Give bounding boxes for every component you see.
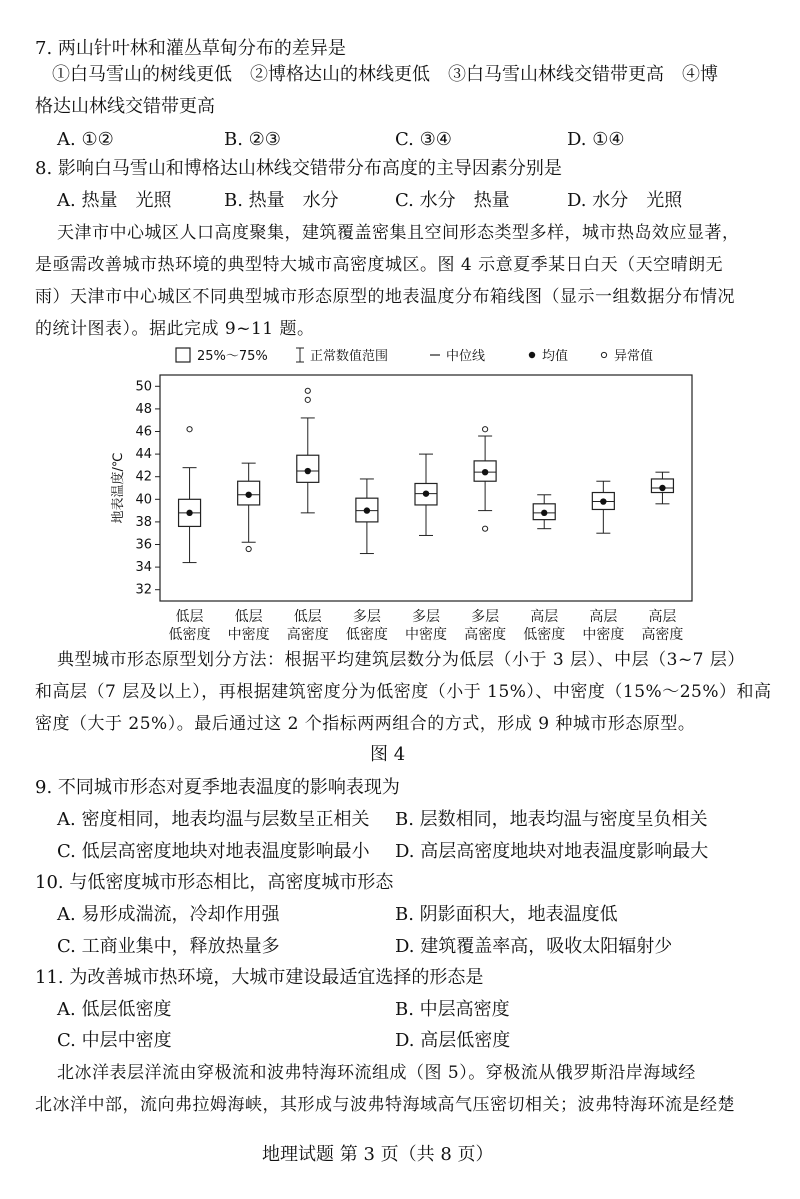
q7-items-line1: ①白马雪山的树线更低 ②博格达山的林线更低 ③白马雪山林线交错带更高 ④博 (52, 64, 718, 85)
mean-marker (541, 510, 547, 516)
q8-option-d: D. 水分 光照 (567, 190, 683, 211)
y-tick-label: 40 (135, 492, 152, 508)
legend-label-range: 正常数值范围 (310, 349, 389, 364)
x-category-label: 多层 (352, 609, 381, 625)
legend-box-swatch (176, 348, 190, 362)
q8-stem: 8. 影响白马雪山和博格达山林线交错带分布高度的主导因素分别是 (35, 158, 562, 179)
q11-option-c: C. 中层中密度 (57, 1030, 172, 1051)
x-category-label: 多层 (471, 609, 500, 625)
q10-option-d: D. 建筑覆盖率高，吸收太阳辐射少 (395, 936, 673, 957)
legend-label-outlier: 异常值 (614, 349, 654, 364)
x-category-label: 多层 (412, 609, 440, 625)
desc-line3: 密度（大于 25%）。最后通过这 2 个指标两两组合的方式，形成 9 种城市形态原型。 (35, 714, 696, 734)
x-category-label: 高密度 (286, 627, 329, 641)
y-tick-label: 42 (135, 469, 152, 485)
legend-label-median: 中位线 (446, 349, 486, 364)
legend-label-iqr: 25%～75% (197, 349, 268, 364)
q8-option-c: C. 水分 热量 (395, 190, 510, 211)
q9-stem: 9. 不同城市形态对夏季地表温度的影响表现为 (35, 777, 400, 798)
legend-outlier-swatch (601, 352, 606, 357)
q8-option-b: B. 热量 水分 (224, 190, 339, 211)
outlier-marker (246, 546, 251, 551)
desc-line2: 和高层（7 层及以上），再根据建筑密度分为低密度（小于 15%）、中密度（15%～25%）和高 (35, 682, 772, 702)
legend-label-mean: 均值 (542, 349, 569, 364)
outlier-marker (483, 526, 488, 531)
y-tick-label: 34 (135, 560, 152, 576)
intro1-line1: 天津市中心城区人口高度聚集，建筑覆盖密集且空间形态类型多样，城市热岛效应显著， (57, 223, 740, 243)
outlier-marker (305, 397, 310, 402)
y-axis-label: 地表温度/℃ (111, 452, 126, 524)
legend-mean-swatch (529, 352, 535, 358)
figure-caption: 图 4 (370, 744, 406, 765)
intro1-line3: 雨）天津市中心城区不同典型城市形态原型的地表温度分布箱线图（显示一组数据分布情况 (35, 287, 735, 307)
q11-option-d: D. 高层低密度 (395, 1030, 511, 1051)
q7-option-c: C. ③④ (395, 129, 452, 150)
mean-marker (364, 507, 370, 513)
q10-option-b: B. 阴影面积大，地表温度低 (395, 904, 618, 925)
outlier-marker (305, 388, 310, 393)
x-category-label: 低密度 (523, 627, 566, 641)
q7-option-d: D. ①④ (567, 129, 625, 150)
q7-items-line2: 格达山林线交错带更高 (35, 96, 215, 117)
x-category-label: 低密度 (168, 627, 211, 641)
intro2-line1: 北冰洋表层洋流由穿极流和波弗特海环流组成（图 5）。穿极流从俄罗斯沿岸海域经 (57, 1063, 696, 1083)
q10-stem: 10. 与低密度城市形态相比，高密度城市形态 (35, 872, 394, 893)
page-footer: 地理试题 第 3 页（共 8 页） (262, 1144, 494, 1165)
x-category-label: 高层 (589, 609, 618, 625)
q9-option-a: A. 密度相同，地表均温与层数呈正相关 (57, 809, 370, 830)
intro1-line2: 是亟需改善城市热环境的典型特大城市高密度城区。图 4 示意夏季某日白天（天空晴朗无 (35, 255, 724, 275)
q9-option-d: D. 高层高密度地块对地表温度影响最大 (395, 841, 709, 862)
mean-marker (600, 498, 606, 504)
mean-marker (659, 485, 665, 491)
x-category-label: 中密度 (582, 627, 625, 641)
q9-option-c: C. 低层高密度地块对地表温度影响最小 (57, 841, 370, 862)
y-tick-label: 38 (135, 514, 152, 530)
intro1-line4: 的统计图表）。据此完成 9~11 题。 (35, 319, 315, 339)
x-category-label: 中密度 (405, 627, 447, 641)
desc-line1: 典型城市形态原型划分方法：根据平均建筑层数分为低层（小于 3 层）、中层（3~7 层） (57, 650, 745, 670)
x-category-label: 低层 (175, 609, 204, 625)
mean-marker (305, 468, 311, 474)
y-tick-label: 36 (135, 537, 152, 553)
x-category-label: 低密度 (345, 627, 388, 641)
mean-marker (482, 469, 488, 475)
x-category-label: 高层 (648, 609, 677, 625)
q7-stem: 7. 两山针叶林和灌丛草甸分布的差异是 (35, 38, 346, 59)
q8-option-a: A. 热量 光照 (57, 190, 172, 211)
x-category-label: 高层 (530, 609, 559, 625)
outlier-marker (483, 427, 488, 432)
y-tick-label: 50 (135, 379, 152, 395)
x-category-label: 高密度 (641, 627, 684, 641)
q7-option-a: A. ①② (57, 129, 114, 150)
x-category-label: 低层 (234, 609, 263, 625)
q10-option-c: C. 工商业集中，释放热量多 (57, 936, 280, 957)
outlier-marker (187, 427, 192, 432)
mean-marker (423, 490, 429, 496)
y-tick-label: 32 (135, 582, 152, 598)
x-category-label: 中密度 (227, 627, 270, 641)
q11-option-a: A. 低层低密度 (57, 999, 172, 1020)
q7-option-b: B. ②③ (224, 129, 281, 150)
q11-option-b: B. 中层高密度 (395, 999, 510, 1020)
x-category-label: 低层 (293, 609, 322, 625)
q10-option-a: A. 易形成湍流，冷却作用强 (57, 904, 280, 925)
y-tick-label: 44 (135, 447, 152, 463)
boxplot-chart (100, 341, 700, 641)
q9-option-b: B. 层数相同，地表均温与密度呈负相关 (395, 809, 708, 830)
x-category-label: 高密度 (464, 627, 507, 641)
q11-stem: 11. 为改善城市热环境，大城市建设最适宜选择的形态是 (35, 967, 484, 988)
y-tick-label: 48 (135, 401, 152, 417)
intro2-line2: 北冰洋中部，流向弗拉姆海峡，其形成与波弗特海域高气压密切相关；波弗特海环流是经楚 (35, 1095, 735, 1115)
y-tick-label: 46 (135, 424, 152, 440)
mean-marker (186, 510, 192, 516)
mean-marker (245, 492, 251, 498)
